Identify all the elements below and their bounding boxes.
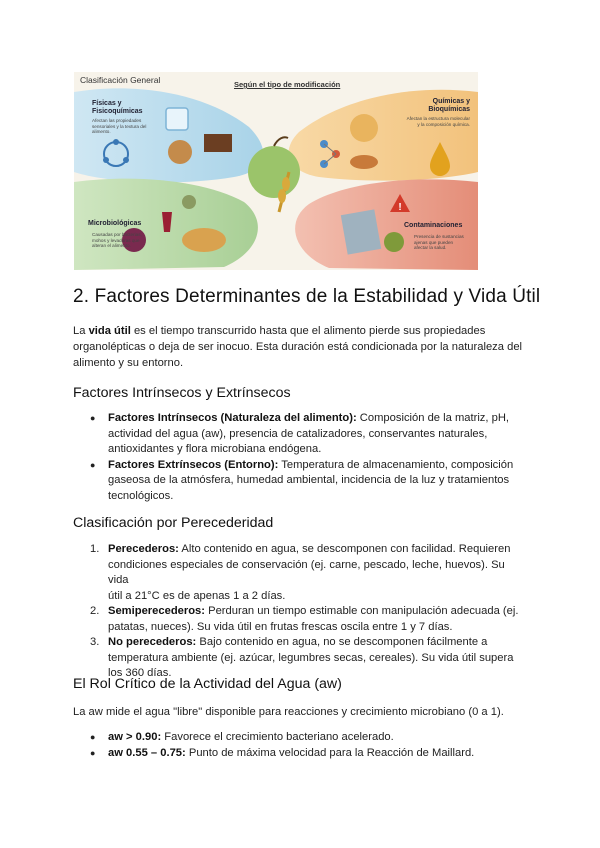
classification-infographic [74, 72, 478, 270]
section-title: 2. Factores Determinantes de la Estabilidad y Vida Útil [73, 286, 541, 307]
bullet-icon: ● [90, 413, 96, 423]
list-item: ● aw 0.55 – 0.75: Punto de máxima velocidad para la Reacción de Maillard. [108, 746, 528, 762]
intro-paragraph: La vida útil es el tiempo transcurrido hasta que el alimento pierde sus propiedades organolépticas o deja de ser inocuo. Esta duración está condicionada por la naturaleza del alimento y su entorno. [73, 325, 523, 369]
quadrant-contamination-desc: Presencia de sustancias ajenas que pueden afectar la salud. [414, 234, 464, 250]
factors-heading: Factores Intrínsecos y Extrínsecos [73, 385, 291, 401]
water-activity-intro: La aw mide el agua "libre" disponible para reacciones y crecimiento microbiano (0 a 1). [73, 706, 504, 718]
quadrant-microbiological-label: Microbiológicas [88, 220, 142, 227]
list-item: ● Factores Intrínsecos (Naturaleza del alimento): Composición de la matriz, pH, actividad del agua (aw), presencia de catalizadores, conservantes naturales, antioxidantes y flora microbiana endógena. [90, 412, 510, 455]
potato-icon [350, 155, 378, 169]
quadrant-contamination-label: Contaminaciones [404, 222, 463, 229]
water-activity-heading: El Rol Crítico de la Actividad del Agua (aw) [73, 676, 342, 692]
quadrant-physical-desc: Afectan las propiedades sensoriales y la textura del alimento. [92, 118, 147, 134]
quadrant-chemical-desc: Afectan la estructura molecular y la composición química. [406, 116, 470, 127]
list-item: 1. Perecederos: Alto contenido en agua, se descomponen con facilidad. Requieren condiciones especiales de conservación (ej. carne, pescado, leche, huevos). Su vida útil a 21°C es de apenas 1 a 2 días. [90, 543, 511, 602]
quadrant-microbiological-desc: Causadas por bacterias, mohos y levaduras que alteran el alimento. [92, 232, 142, 248]
svg-text:!: ! [398, 202, 402, 213]
quadrant-chemical-label: Químicas y Bioquímicas [428, 98, 470, 113]
list-item: 2. Semiperecederos: Perduran un tiempo estimable con manipulación adecuada (ej. patatas, nueces). Su vida útil en frutas frescas oscila entre 1 y 7 días. [90, 605, 519, 633]
bread-icon [182, 228, 226, 252]
bacteria-icon [384, 232, 404, 252]
list-item: ● Factores Extrínsecos (Entorno): Temperatura de almacenamiento, composición gaseosa de la atmósfera, humedad ambiental, incidencia de la luz y tratamientos tecnológicos. [90, 458, 514, 502]
quadrant-physical-label: Físicas y Fisicoquímicas [92, 100, 143, 115]
perishability-heading: Clasificación por Perecederidad [73, 515, 274, 531]
list-item: ● aw > 0.90: Favorece el crecimiento bacteriano acelerado. [108, 730, 528, 746]
infographic-subtitle: Según el tipo de modificación [234, 80, 341, 89]
chocolate-icon [204, 134, 232, 152]
intro-bold-term: vida útil [88, 325, 131, 337]
infographic-title: Clasificación General [80, 75, 161, 85]
water-activity-list [90, 730, 528, 761]
bullet-icon: ● [90, 459, 96, 470]
bullet-icon: ● [90, 732, 96, 742]
apple-icon [248, 146, 300, 198]
broken-glass-icon [341, 209, 381, 254]
factors-list [90, 411, 528, 504]
perishability-list [90, 542, 528, 682]
list-item: 3. No perecederos: Bajo contenido en agua, no se descomponen fácilmente a temperatura ambiente (ej. azúcar, legumbres secas, cereales). Su vida útil supera los 360 días. [90, 636, 514, 679]
ice-cube-icon [166, 108, 188, 130]
apple-slice-icon [350, 114, 378, 142]
mold-icon [182, 195, 196, 209]
bullet-icon: ● [90, 747, 96, 758]
cookie-icon [168, 140, 192, 164]
